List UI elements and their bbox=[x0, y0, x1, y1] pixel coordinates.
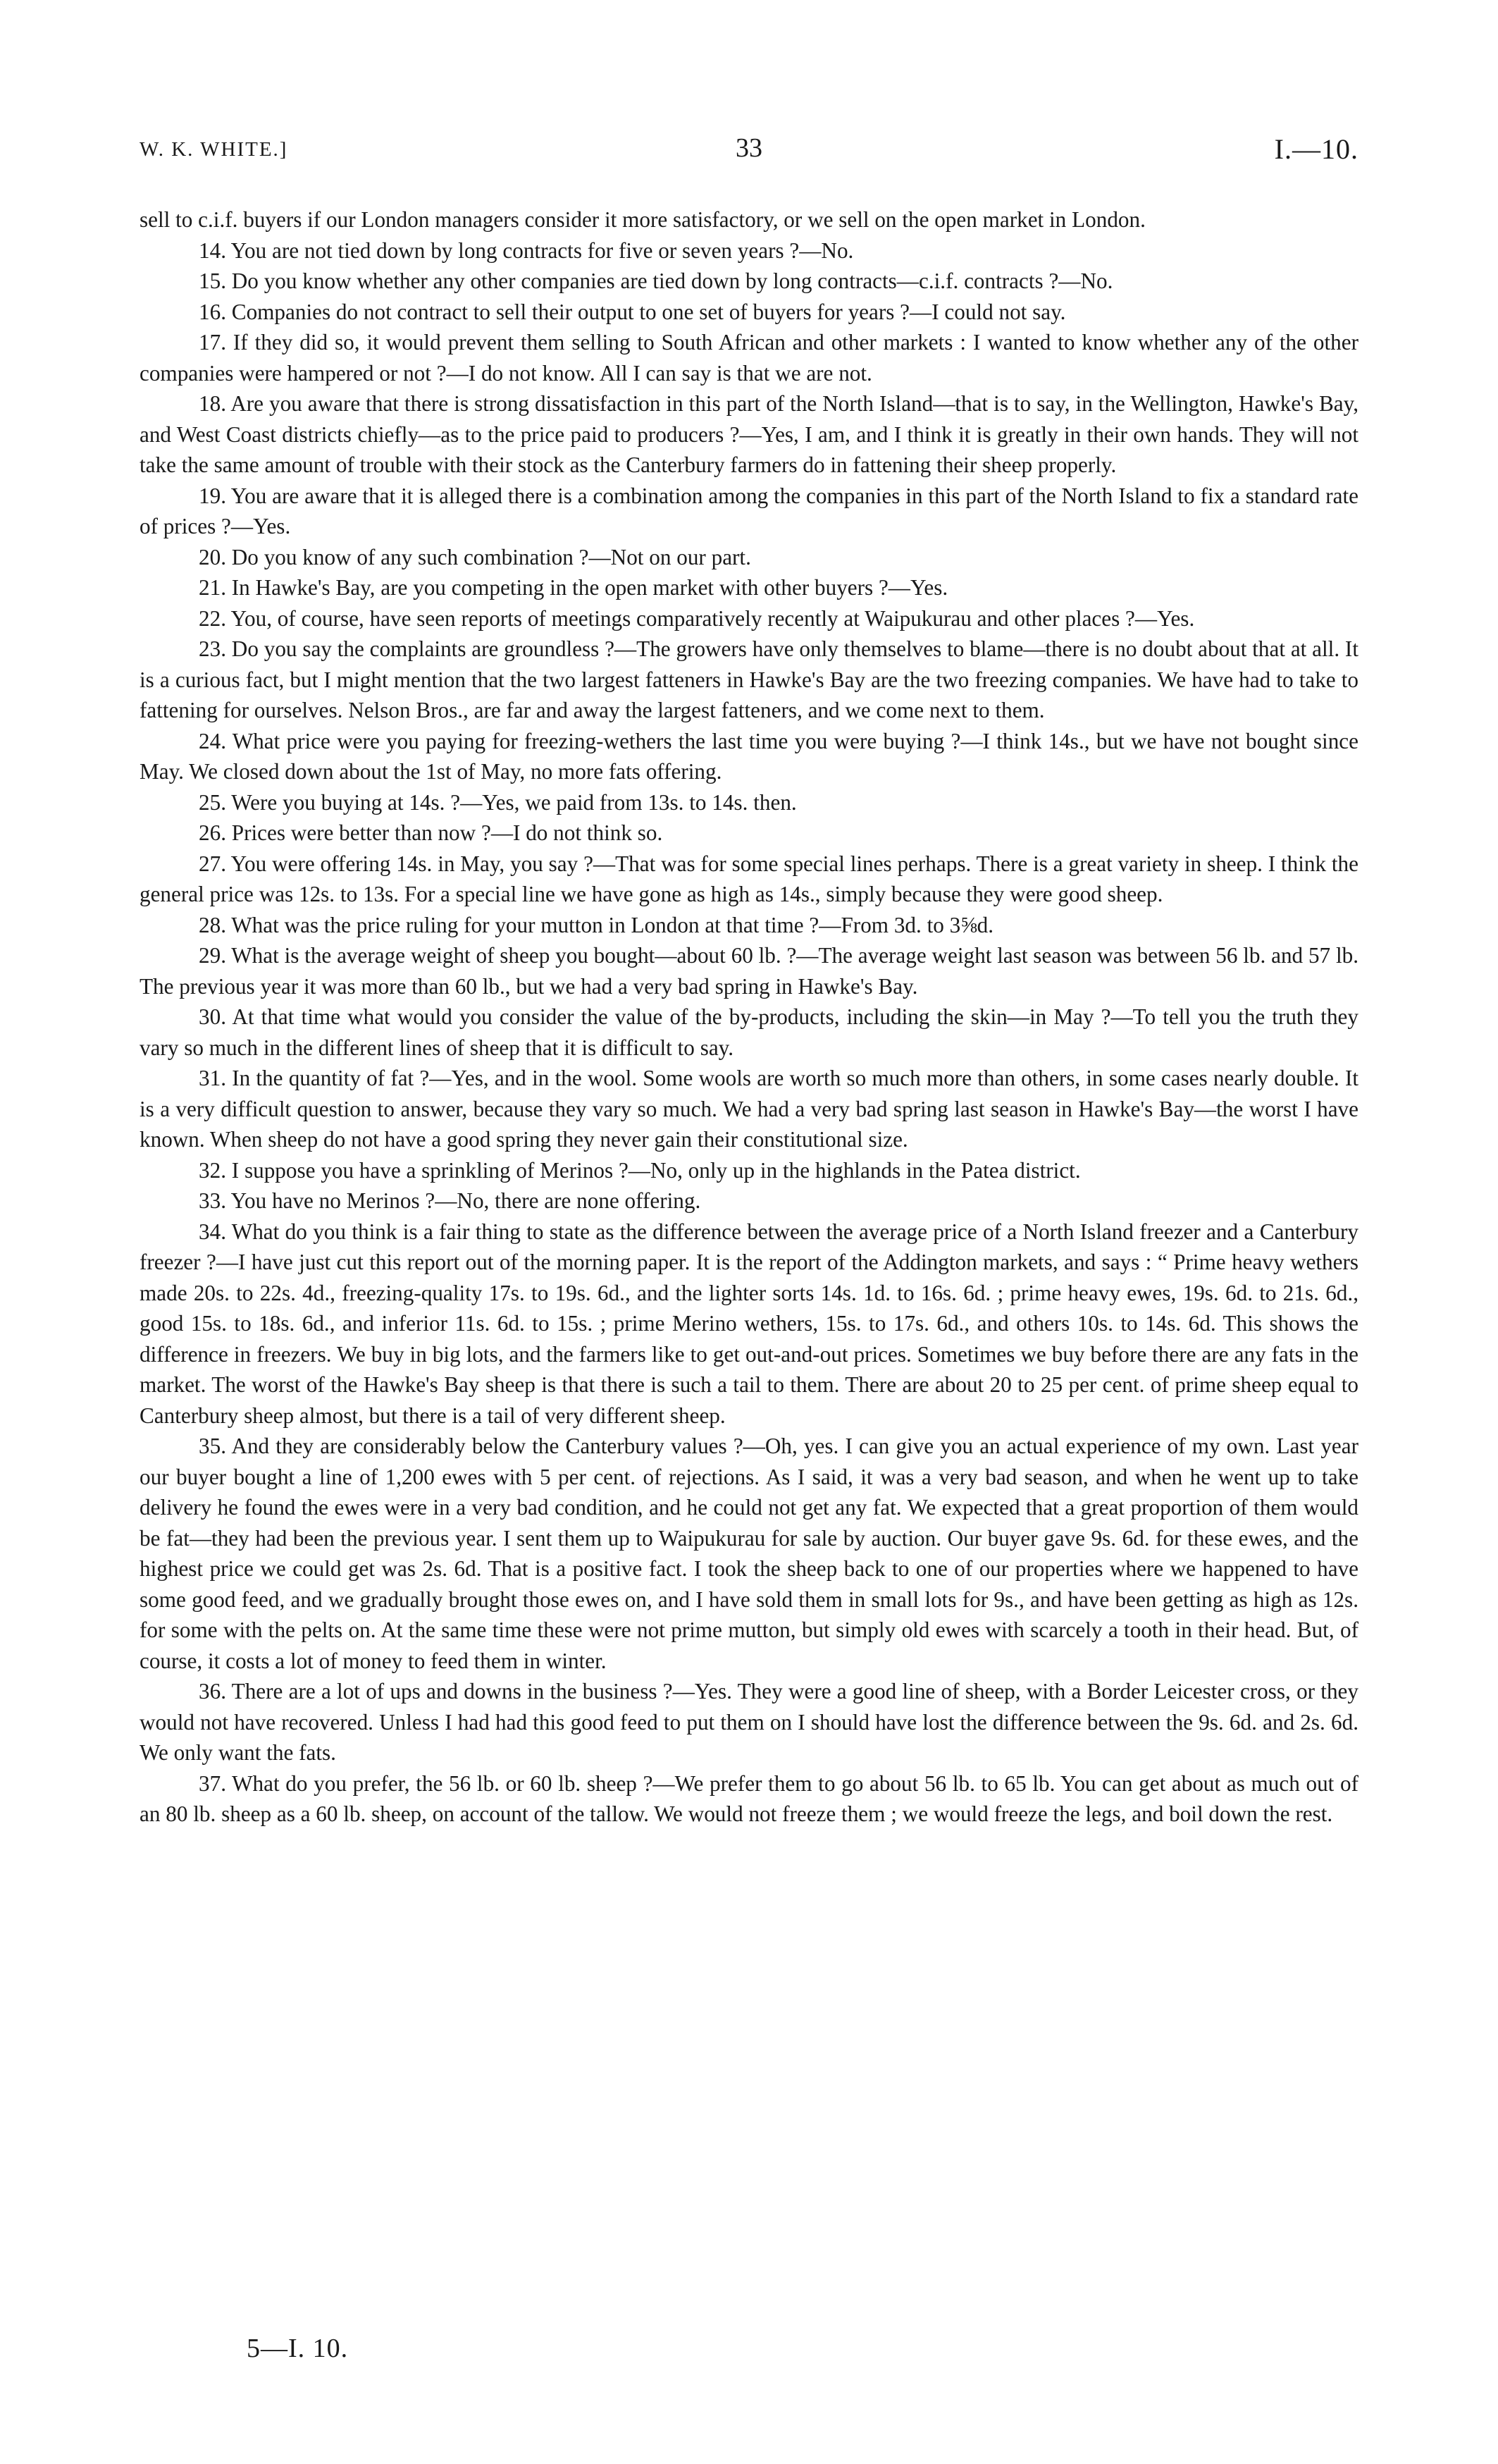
paper-reference: I.—10. bbox=[1274, 133, 1358, 165]
page-header bbox=[140, 125, 1358, 168]
paragraph: 22. You, of course, have seen reports of meetings comparatively recently at Waipukurau and other places ?—Yes. bbox=[199, 605, 1195, 631]
signature-mark: 5—I. 10. bbox=[247, 2334, 349, 2363]
paragraph: 28. What was the price ruling for your mutton in London at that time ?—From 3d. to 3⅝d. bbox=[199, 912, 994, 937]
paragraph: 26. Prices were better than now ?—I do not think so. bbox=[199, 820, 663, 845]
paragraph: 20. Do you know of any such combination ?—Not on our part. bbox=[199, 544, 751, 569]
paragraph: 18. Are you aware that there is strong dissatisfaction in this part of the North Island—that is to say, in the Wellington, Hawke's Bay, and West Coast districts chiefly—as to the price paid to producers ?—Yes, I am, and I think it is greatly in their own hands. They will not take the same amount of trouble with their stock as the Canterbury farmers do in fattening their sheep properly. bbox=[140, 391, 1358, 477]
paragraph: 23. Do you say the complaints are groundless ?—The growers have only themselves to blame—there is no doubt about that at all. It is a curious fact, but I might mention that the two largest fatteners in Hawke's Bay are the two freezing companies. We have had to take to fattening for ourselves. Nelson Bros., are far and away the largest fatteners, and we come next to them. bbox=[140, 636, 1358, 722]
page-number: 33 bbox=[736, 133, 762, 163]
paragraph: 25. Were you buying at 14s. ?—Yes, we paid from 13s. to 14s. then. bbox=[199, 789, 797, 815]
paragraph: 37. What do you prefer, the 56 lb. or 60 lb. sheep ?—We prefer them to go about 56 lb. to 65 lb. You can get about as much out of an 80 lb. sheep as a 60 lb. sheep, on account of the tallow. We would not freeze them ; we would freeze the legs, and boil down the rest. bbox=[140, 1770, 1358, 1826]
document-body bbox=[140, 204, 1358, 1830]
paragraph: 35. And they are considerably below the Canterbury values ?—Oh, yes. I can give you an actual experience of my own. Last year our buyer bought a line of 1,200 ewes with 5 per cent. of rejections. As I said, it was a very bad season, and when he went up to take delivery he found the ewes were in a very bad condition, and he could not get any fat. We expected that a great proportion of them would be fat—they had been the previous year. I sent them up to Waipukurau for sale by auction. Our buyer gave 9s. 6d. for these ewes, and the highest price we could get was 2s. 6d. That is a positive fact. I took the sheep back to one of our properties where we happened to have some good feed, and we gradually brought those ewes on, and I have sold them in small lots for 9s., and have been getting as high as 12s. for some with the pelts on. At the same time these were not prime mutton, but simply old ewes with scarcely a tooth in their head. But, of course, it costs a lot of money to feed them in winter. bbox=[140, 1434, 1358, 1673]
paragraph: 33. You have no Merinos ?—No, there are none offering. bbox=[199, 1188, 701, 1213]
paragraph: 29. What is the average weight of sheep you bought—about 60 lb. ?—The average weight last season was between 56 lb. and 57 lb. The previous year it was more than 60 lb., but we had a very bad spring in Hawke's Bay. bbox=[140, 943, 1358, 999]
paragraph: 14. You are not tied down by long contracts for five or seven years ?—No. bbox=[199, 238, 854, 263]
paragraph: sell to c.i.f. buyers if our London managers consider it more satisfactory, or we sell on the open market in London. bbox=[140, 207, 1146, 232]
paragraph: 27. You were offering 14s. in May, you say ?—That was for some special lines perhaps. There is a great variety in sheep. I think the general price was 12s. to 13s. For a special line we have gone as high as 14s., simply because they were good sheep. bbox=[140, 851, 1358, 906]
paragraph: 34. What do you think is a fair thing to state as the difference between the average price of a North Island freezer and a Canterbury freezer ?—I have just cut this report out of the morning paper. It is the report of the Addington markets, and says : “ Prime heavy wethers made 20s. to 22s. 4d., freezing-quality 17s. to 19s. 6d., and the lighter sorts 14s. 1d. to 16s. 6d. ; prime heavy ewes, 19s. 6d. to 21s. 6d., good 15s. to 18s. 6d., and inferior 11s. 6d. to 15s. ; prime Merino wethers, 15s. to 17s. 6d., and others 10s. to 14s. 6d. This shows the difference in freezers. We buy in big lots, and the farmers like to get out-and-out prices. Sometimes we buy before there are any fats in the market. The worst of the Hawke's Bay sheep is that there is such a tail to them. There are about 20 to 25 per cent. of prime sheep equal to Canterbury sheep almost, but there is a tail of very different sheep. bbox=[140, 1219, 1358, 1428]
paragraph: 16. Companies do not contract to sell their output to one set of buyers for years ?—I could not say. bbox=[199, 299, 1066, 324]
paragraph: 36. There are a lot of ups and downs in the business ?—Yes. They were a good line of sheep, with a Border Leicester cross, or they would not have recovered. Unless I had had this good feed to put them on I should have lost the difference between the 9s. 6d. and 2s. 6d. We only want the fats. bbox=[140, 1679, 1358, 1765]
paragraph: 24. What price were you paying for freezing-wethers the last time you were buying ?—I think 14s., but we have not bought since May. We closed down about the 1st of May, no more fats offering. bbox=[140, 728, 1358, 784]
paragraph: 31. In the quantity of fat ?—Yes, and in the wool. Some wools are worth so much more than others, in some cases nearly double. It is a very difficult question to answer, because they vary so much. We had a very bad spring last season in Hawke's Bay—the worst I have known. When sheep do not have a good spring they never gain their constitutional size. bbox=[140, 1066, 1358, 1152]
paragraph: 21. In Hawke's Bay, are you competing in the open market with other buyers ?—Yes. bbox=[199, 575, 948, 600]
paragraph: 15. Do you know whether any other companies are tied down by long contracts—c.i.f. contracts ?—No. bbox=[199, 269, 1113, 293]
paragraph: 30. At that time what would you consider the value of the by-products, including the skin—in May ?—To tell you the truth they vary so much in the different lines of sheep that it is difficult to say. bbox=[140, 1004, 1358, 1060]
witness-name: W. K. WHITE.] bbox=[140, 138, 288, 161]
paragraph: 32. I suppose you have a sprinkling of Merinos ?—No, only up in the highlands in the Patea district. bbox=[199, 1157, 1081, 1183]
paragraph: 19. You are aware that it is alleged there is a combination among the companies in this part of the North Island to fix a standard rate of prices ?—Yes. bbox=[140, 483, 1358, 538]
paragraph: 17. If they did so, it would prevent them selling to South African and other markets : I wanted to know whether any of the other companies were hampered or not ?—I do not know. All I can say is that we are not. bbox=[140, 330, 1358, 386]
